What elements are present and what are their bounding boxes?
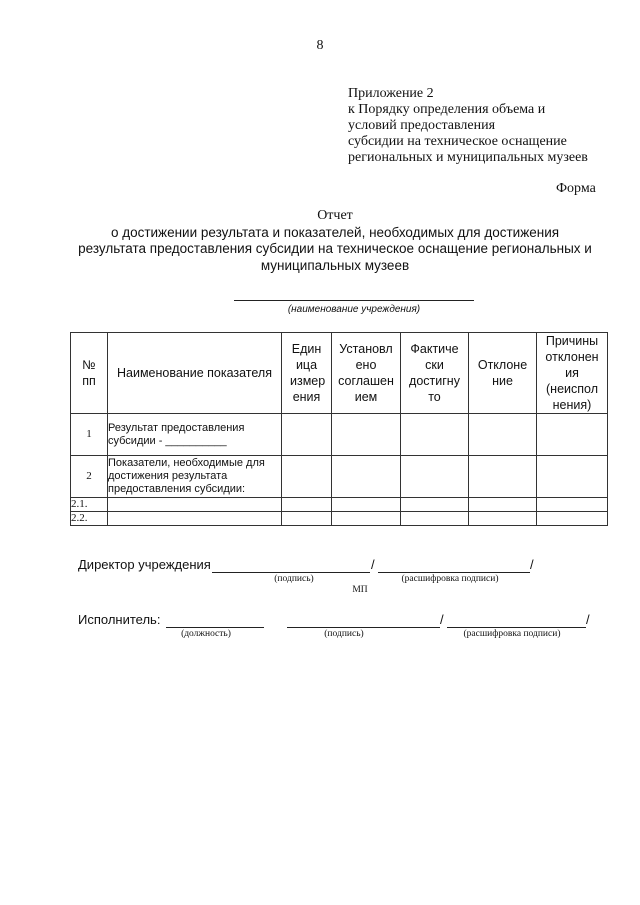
title-line: о достижении результата и показателей, необходимых для достижения: [110, 224, 560, 240]
cell-actual[interactable]: [401, 456, 469, 498]
appendix-line: к Порядку определения объема и: [348, 102, 546, 117]
header-deviation: Отклоне ние: [469, 333, 537, 414]
executor-signature-field[interactable]: [287, 627, 440, 628]
appendix-block: [348, 86, 588, 166]
cell-unit[interactable]: [282, 498, 332, 512]
header-num: № пп: [71, 333, 108, 414]
cell-agreed[interactable]: [332, 414, 401, 456]
institution-name-field[interactable]: [234, 300, 474, 301]
cell-unit[interactable]: [282, 456, 332, 498]
cell-agreed[interactable]: [332, 456, 401, 498]
director-label: Директор учреждения: [78, 557, 211, 572]
table-row: [71, 456, 608, 498]
director-signature-field[interactable]: [212, 572, 370, 573]
director-signature-caption: (подпись): [274, 574, 314, 584]
executor-signature-caption: (подпись): [324, 629, 364, 639]
director-decode-field[interactable]: [378, 572, 530, 573]
page-number: 8: [316, 38, 324, 53]
cell-actual[interactable]: [401, 512, 469, 526]
stamp-label: МП: [352, 585, 368, 595]
director-decode-caption: (расшифровка подписи): [401, 574, 499, 584]
cell-deviation[interactable]: [469, 498, 537, 512]
appendix-line: Приложение 2: [348, 86, 434, 101]
header-unit: Един ица измер ения: [282, 333, 332, 414]
row-num: 2: [71, 456, 108, 498]
appendix-line: условий предоставления: [348, 118, 496, 133]
cell-unit[interactable]: [282, 414, 332, 456]
executor-slash: /: [586, 612, 590, 627]
cell-reasons[interactable]: [537, 498, 608, 512]
row-name: Результат предоставления субсидии - __________: [108, 414, 282, 456]
form-label: Форма: [556, 181, 596, 196]
cell-actual[interactable]: [401, 414, 469, 456]
report-table: [70, 332, 608, 526]
header-agreed: Установл ено соглашен ием: [332, 333, 401, 414]
cell-reasons[interactable]: [537, 512, 608, 526]
director-slash: /: [371, 557, 375, 572]
cell-agreed[interactable]: [332, 512, 401, 526]
executor-position-field[interactable]: [166, 627, 264, 628]
cell-deviation[interactable]: [469, 414, 537, 456]
row-num: 2.1.: [71, 498, 108, 512]
row-num: 1: [71, 414, 108, 456]
cell-deviation[interactable]: [469, 456, 537, 498]
header-actual: Фактиче ски достигну то: [401, 333, 469, 414]
title-line: результата предоставления субсидии на техническое оснащение региональных и: [78, 241, 592, 256]
table-row: [71, 512, 608, 526]
title-heading: Отчет: [317, 208, 353, 223]
cell-reasons[interactable]: [537, 456, 608, 498]
cell-actual[interactable]: [401, 498, 469, 512]
table-header-row: [71, 333, 608, 414]
row-num: 2.2.: [71, 512, 108, 526]
row-name[interactable]: [108, 498, 282, 512]
executor-position-caption: (должность): [181, 629, 231, 639]
table-row: [71, 498, 608, 512]
header-reasons: Причины отклонен ия (неиспол нения): [537, 333, 608, 414]
cell-agreed[interactable]: [332, 498, 401, 512]
executor-label: Исполнитель:: [78, 612, 161, 627]
report-title: [60, 208, 610, 274]
appendix-line: субсидии на техническое оснащение: [348, 134, 567, 149]
executor-decode-field[interactable]: [447, 627, 586, 628]
header-name: Наименование показателя: [108, 333, 282, 414]
executor-decode-caption: (расшифровка подписи): [463, 629, 561, 639]
cell-deviation[interactable]: [469, 512, 537, 526]
cell-reasons[interactable]: [537, 414, 608, 456]
institution-caption: (наименование учреждения): [287, 304, 421, 315]
appendix-line: региональных и муниципальных музеев: [348, 150, 588, 165]
table-row: [71, 414, 608, 456]
row-name: Показатели, необходимые для достижения результата предоставления субсидии:: [108, 456, 282, 498]
executor-slash: /: [440, 612, 444, 627]
title-line: муниципальных музеев: [260, 257, 410, 273]
director-slash: /: [530, 557, 534, 572]
row-name[interactable]: [108, 512, 282, 526]
cell-unit[interactable]: [282, 512, 332, 526]
